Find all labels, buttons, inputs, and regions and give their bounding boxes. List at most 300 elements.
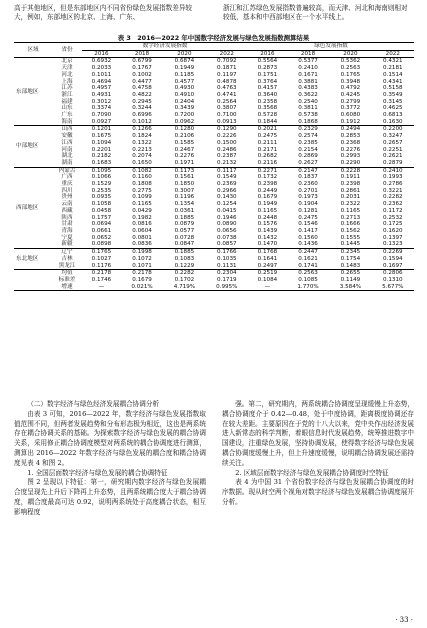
value-cell: 0.2369 — [217, 181, 237, 188]
table-row — [14, 126, 414, 133]
summary-value: 0.2304 — [206, 270, 248, 277]
value-cell: 0.2799 — [340, 98, 361, 105]
header-digital: 数字经济发展指数 — [82, 43, 248, 51]
value-cell: 0.3007 — [174, 187, 195, 194]
summary-label: 增速 — [52, 284, 82, 291]
value-cell: 0.1397 — [383, 234, 403, 241]
province-cell: 内蒙古 — [52, 167, 82, 174]
value-cell: 0.0935 — [91, 194, 112, 201]
value-cell: 0.1083 — [174, 255, 195, 262]
value-cell: 0.2251 — [383, 146, 403, 153]
value-cell: 0.2362 — [383, 201, 403, 208]
value-cell: 0.2447 — [287, 249, 329, 256]
province-cell: 西藏 — [61, 207, 73, 214]
header-year: 2018 — [121, 50, 163, 58]
value-cell: 0.1946 — [217, 214, 237, 221]
summary-value: 0.2282 — [163, 270, 205, 277]
value-cell: 0.5158 — [383, 85, 403, 92]
summary-value: 5.677% — [372, 284, 414, 291]
summary-value: 0.1679 — [132, 276, 152, 283]
value-cell: 0.0577 — [174, 227, 195, 234]
body-paragraph: 1. 全国层面数字经济与绿色发展的耦合协调特征 — [27, 468, 168, 477]
value-cell: 0.2201 — [91, 146, 112, 153]
summary-value: — — [248, 284, 287, 291]
value-cell: 0.1562 — [340, 227, 361, 234]
value-cell: 0.2111 — [257, 139, 278, 146]
province-cell: 重庆 — [61, 181, 73, 188]
value-cell: 0.1012 — [132, 118, 152, 125]
value-cell: 0.3764 — [257, 78, 278, 85]
value-cell: 0.1095 — [82, 167, 121, 174]
summary-label: 均值 — [52, 270, 82, 277]
header-year: 2022 — [206, 50, 248, 58]
value-cell: 0.2486 — [217, 146, 237, 153]
value-cell: 0.1417 — [298, 227, 318, 234]
value-cell: 0.1196 — [174, 194, 195, 201]
summary-value: 0.1719 — [217, 276, 237, 283]
value-cell: 0.2276 — [340, 146, 361, 153]
table-row — [14, 160, 414, 167]
value-cell: 0.1470 — [257, 241, 278, 248]
value-cell: 0.1011 — [91, 71, 112, 78]
table-row — [14, 235, 414, 242]
value-cell: 0.0661 — [91, 227, 112, 234]
value-cell: 0.3568 — [257, 105, 278, 112]
value-cell: 0.4625 — [383, 105, 403, 112]
body-paragraph: 表 4 为中国 31 个省份数字经济与绿色发展耦合协调度的时序数据。现从时空两个视角对数字经济与绿色发展耦合协调度展开分析。 — [222, 478, 414, 506]
value-cell: 0.1824 — [132, 133, 152, 140]
value-cell: 0.2563 — [340, 65, 361, 72]
value-cell: 0.4477 — [132, 78, 152, 85]
value-cell: 0.3244 — [132, 105, 152, 112]
value-cell: 0.3881 — [298, 78, 318, 85]
table-row — [14, 92, 414, 99]
value-cell: 0.1094 — [91, 139, 112, 146]
value-cell: 0.2021 — [248, 126, 287, 133]
table-row — [14, 208, 414, 215]
value-cell: 0.2701 — [298, 187, 318, 194]
value-cell: 0.1725 — [383, 221, 403, 228]
value-cell: 0.1066 — [91, 174, 112, 181]
summary-value: 0.1310 — [383, 276, 403, 283]
value-cell: 0.1266 — [121, 126, 163, 133]
value-cell: 0.1911 — [340, 174, 361, 181]
value-cell: 0.1560 — [298, 234, 318, 241]
value-cell: 0.7092 — [206, 58, 248, 65]
value-cell: 0.2627 — [298, 159, 318, 166]
value-cell: 0.1871 — [217, 65, 237, 72]
value-cell: 0.0429 — [132, 207, 152, 214]
table-row — [14, 79, 414, 86]
value-cell: 0.2290 — [340, 159, 361, 166]
value-cell: 0.4694 — [91, 78, 112, 85]
value-cell: 0.1322 — [132, 139, 152, 146]
value-cell: 0.4741 — [217, 91, 237, 98]
value-cell: 0.2532 — [383, 214, 403, 221]
summary-value: 0.1085 — [298, 276, 318, 283]
region-cell: 中部地区 — [14, 126, 52, 167]
value-cell: 0.1885 — [174, 214, 195, 221]
value-cell: 0.0890 — [217, 221, 237, 228]
value-cell: 0.6996 — [132, 112, 152, 119]
value-cell: 0.5362 — [329, 58, 371, 65]
value-cell: 0.2200 — [372, 126, 414, 133]
value-cell: 0.1666 — [340, 221, 361, 228]
value-cell: 0.3807 — [217, 105, 237, 112]
value-cell: 0.0728 — [174, 234, 195, 241]
value-cell: 0.3374 — [91, 105, 112, 112]
value-cell: 0.5377 — [287, 58, 329, 65]
table-row — [14, 105, 414, 112]
value-cell: 0.3012 — [91, 98, 112, 105]
value-cell: 0.2993 — [340, 153, 361, 160]
value-cell: 0.3811 — [298, 105, 318, 112]
value-cell: 0.2345 — [329, 249, 371, 256]
value-cell: 0.1751 — [257, 71, 278, 78]
value-cell: 0.0927 — [91, 118, 112, 125]
value-cell: 0.1868 — [298, 118, 318, 125]
value-cell: 0.1765 — [340, 71, 361, 78]
value-cell: 0.4910 — [174, 91, 195, 98]
value-cell: 0.3145 — [383, 98, 403, 105]
table-row — [14, 256, 414, 263]
value-cell: 0.1679 — [257, 194, 278, 201]
value-cell: 0.4931 — [91, 91, 112, 98]
summary-value: 1.770% — [287, 284, 329, 291]
value-cell: 0.1546 — [298, 221, 318, 228]
province-cell: 广西 — [61, 174, 73, 181]
header-year: 2016 — [82, 50, 121, 58]
value-cell: 0.4822 — [132, 91, 152, 98]
value-cell: 0.1514 — [383, 71, 403, 78]
header-year: 2016 — [248, 50, 287, 58]
body-left-column — [14, 400, 206, 518]
summary-value: 0.2563 — [287, 270, 329, 277]
value-cell: 0.1561 — [174, 174, 195, 181]
table-row — [14, 147, 414, 154]
table-row — [14, 174, 414, 181]
table-row — [14, 72, 414, 79]
region-cell: 东北地区 — [14, 249, 52, 270]
value-cell: 0.1002 — [132, 71, 152, 78]
summary-value: 0.2519 — [248, 270, 287, 277]
value-cell: 0.1973 — [298, 194, 318, 201]
value-cell: 0.4930 — [174, 85, 195, 92]
value-cell: 0.1594 — [383, 255, 403, 262]
summary-value: 0.1702 — [174, 276, 195, 283]
value-cell: 0.2467 — [174, 146, 195, 153]
value-cell: 0.1185 — [174, 71, 195, 78]
value-cell: 0.5728 — [257, 112, 278, 119]
value-cell: 0.1585 — [174, 139, 195, 146]
table-row — [14, 112, 414, 119]
value-cell: 0.4577 — [174, 78, 195, 85]
table-row — [14, 188, 414, 195]
value-cell: 0.2360 — [298, 181, 318, 188]
value-cell: 0.3640 — [257, 91, 278, 98]
value-cell: 0.0913 — [217, 118, 237, 125]
body-paragraph: 2. 区域层面数字经济与绿色发展耦合协调度时空特征 — [235, 468, 389, 477]
value-cell: 0.1445 — [340, 241, 361, 248]
value-cell: 0.2449 — [257, 187, 278, 194]
value-cell: 0.1280 — [163, 126, 205, 133]
value-cell: 0.2574 — [298, 133, 318, 140]
value-cell: 0.4383 — [298, 85, 318, 92]
province-cell: 河北 — [61, 71, 73, 78]
region-cell: 西部地区 — [14, 167, 52, 248]
value-cell: 0.1436 — [298, 241, 318, 248]
value-cell: 0.2410 — [298, 65, 318, 72]
value-cell: 0.3622 — [298, 91, 318, 98]
value-cell: 0.1765 — [82, 249, 121, 256]
value-cell: 0.1165 — [257, 207, 278, 214]
value-cell: 0.2031 — [340, 194, 361, 201]
table-row — [14, 85, 414, 92]
value-cell: 0.2116 — [257, 159, 278, 166]
value-cell: 0.4957 — [91, 85, 112, 92]
header-region: 区域 — [14, 43, 52, 58]
value-cell: 0.1993 — [383, 174, 403, 181]
value-cell: 0.1741 — [298, 262, 318, 269]
province-cell: 云南 — [61, 201, 73, 208]
value-cell: 0.1529 — [91, 181, 112, 188]
value-cell: 0.6799 — [121, 58, 163, 65]
value-cell: 0.2564 — [217, 98, 237, 105]
value-cell: 0.4341 — [383, 78, 403, 85]
value-cell: 0.1439 — [257, 227, 278, 234]
value-cell: 0.4763 — [217, 85, 237, 92]
value-cell: 0.0458 — [91, 207, 112, 214]
province-cell: 吉林 — [61, 255, 73, 262]
value-cell: 0.2282 — [383, 194, 403, 201]
province-cell: 上海 — [61, 78, 73, 85]
value-cell: 0.1555 — [340, 234, 361, 241]
value-cell: 0.2398 — [257, 181, 278, 188]
value-cell: 0.0816 — [132, 221, 152, 228]
value-cell: 0.1904 — [298, 201, 318, 208]
province-cell: 四川 — [61, 187, 73, 194]
header-year: 2018 — [287, 50, 329, 58]
table-row — [14, 153, 414, 160]
body-paragraph: 强。第二，研究期内，两系统耦合协调度呈现缓慢上升态势，耦合协调度介于 0.42—0.48，处于中度协调，距离极度协调还存在较大差距。主要原因在于党的十八大以来，党中央作出经济发展进入新常态的科学判断，着眼信息时代发展趋势，统筹推进数字中国建设，注重绿色发展，坚持协调发展，使得数字经济与绿色发展耦合协调度缓慢上升，但上升速度缓慢，说明耦合协调发展还需持续关注。 — [222, 400, 414, 467]
value-cell: 0.2181 — [383, 65, 403, 72]
value-cell: 0.3439 — [174, 105, 195, 112]
value-cell: 0.1254 — [217, 201, 237, 208]
value-cell: 0.1949 — [257, 201, 278, 208]
value-cell: 0.2475 — [257, 133, 278, 140]
value-cell: 0.1354 — [174, 201, 195, 208]
value-cell: 0.2387 — [217, 153, 237, 160]
top-text-right: 浙江和江苏绿色发展指数普遍较高，而天津、河北和海南则相对较低，基本和中西部地区在一个水平线上。 — [223, 4, 408, 22]
value-cell: 0.0847 — [174, 241, 195, 248]
value-cell: 0.4245 — [340, 91, 361, 98]
value-cell: 0.7090 — [91, 112, 112, 119]
province-cell: 福建 — [61, 98, 73, 105]
value-cell: 0.1165 — [340, 207, 361, 214]
value-cell: 0.1757 — [91, 214, 112, 221]
header-green: 绿色发展指数 — [248, 43, 414, 51]
value-cell: 0.2713 — [340, 214, 361, 221]
value-cell: 0.7100 — [217, 112, 237, 119]
province-cell: 安徽 — [61, 133, 73, 140]
header-year: 2022 — [372, 50, 414, 58]
value-cell: 0.2276 — [174, 153, 195, 160]
value-cell: 0.1971 — [174, 159, 195, 166]
value-cell: 0.1072 — [132, 255, 152, 262]
summary-value: 3.584% — [329, 284, 371, 291]
value-cell: 0.2226 — [217, 133, 237, 140]
province-cell: 青海 — [61, 227, 73, 234]
table-row — [14, 181, 414, 188]
body-right-column — [222, 400, 414, 508]
body-paragraph: （二）数字经济与绿色经济发展耦合协调分析 — [27, 400, 160, 408]
value-cell: 0.2154 — [298, 146, 318, 153]
province-cell: 广东 — [61, 112, 73, 119]
value-cell: 0.0604 — [132, 227, 152, 234]
table-row — [14, 119, 414, 126]
region-cell: 东部地区 — [14, 58, 52, 126]
value-cell: 0.1808 — [132, 181, 152, 188]
value-cell: 0.2861 — [340, 187, 361, 194]
index-table — [14, 42, 414, 291]
body-paragraph: 图 2 呈现以下特征：第一，研究期内数字经济与绿色发展耦合度呈现先上升后下降再上升态势，且两系统耦合度大于耦合协调度，耦合度最高可达 0.92，说明两系统处于高度耦合状态，相互影响程度 — [14, 478, 206, 516]
province-cell: 河南 — [61, 146, 73, 153]
value-cell: 0.1885 — [163, 249, 205, 256]
table-row — [14, 140, 414, 147]
value-cell: 0.2657 — [383, 139, 403, 146]
summary-value: 0.2178 — [121, 270, 163, 277]
value-cell: 0.3948 — [340, 78, 361, 85]
table-row — [14, 167, 414, 174]
value-cell: 0.2945 — [132, 98, 152, 105]
value-cell: 0.1432 — [257, 234, 278, 241]
body-paragraph: 由表 3 可知，2016—2022 年，数字经济与绿色发展指数取值范围不同，但两者发展趋势和分布形态极为相近，这也是两系统存在耦合协调关系的基础。为探索数字经济与绿色发展的耦合协调关系，采用修正耦合协调度模型对两系统的耦合协调度进行测算，测算出 2016—2022 年数字经济与绿色发展的耦合度和耦合协调度见表 4 和图 2。 — [14, 409, 206, 467]
value-cell: 0.0656 — [217, 227, 237, 234]
province-cell: 天津 — [61, 65, 73, 72]
value-cell: 0.1430 — [217, 194, 237, 201]
value-cell: 0.1732 — [257, 174, 278, 181]
value-cell: 0.1027 — [91, 255, 112, 262]
value-cell: 0.2171 — [257, 146, 278, 153]
value-cell: 0.2475 — [298, 214, 318, 221]
value-cell: 0.1549 — [217, 174, 237, 181]
value-cell: 0.2358 — [257, 98, 278, 105]
value-cell: 0.1650 — [132, 159, 152, 166]
value-cell: 0.6813 — [383, 112, 403, 119]
value-cell: 0.0898 — [91, 241, 112, 248]
table-row — [14, 228, 414, 235]
province-cell: 北京 — [52, 58, 82, 65]
value-cell: 0.7200 — [174, 112, 195, 119]
value-cell: 0.2775 — [132, 187, 152, 194]
value-cell: 0.1630 — [383, 118, 403, 125]
value-cell: 0.1201 — [82, 126, 121, 133]
value-cell: 0.2213 — [132, 146, 152, 153]
value-cell: 0.2182 — [91, 153, 112, 160]
value-cell: 0.2269 — [372, 249, 414, 256]
table-row — [14, 99, 414, 106]
value-cell: 0.2621 — [383, 153, 403, 160]
value-cell: 0.1281 — [298, 207, 318, 214]
province-cell: 甘肃 — [61, 221, 73, 228]
value-cell: 0.3247 — [383, 133, 403, 140]
value-cell: 0.1131 — [217, 262, 237, 269]
value-cell: 0.0652 — [91, 234, 112, 241]
value-cell: 0.1173 — [163, 167, 205, 174]
province-cell: 辽宁 — [52, 249, 82, 256]
table-body — [14, 58, 414, 291]
value-cell: 0.1621 — [298, 255, 318, 262]
value-cell: 0.1160 — [132, 174, 152, 181]
value-cell: 0.0836 — [132, 241, 152, 248]
value-cell: 0.0738 — [217, 234, 237, 241]
value-cell: 0.4878 — [217, 78, 237, 85]
value-cell: 0.2497 — [257, 262, 278, 269]
value-cell: 0.2786 — [383, 181, 403, 188]
value-cell: 0.2271 — [248, 167, 287, 174]
table-row — [14, 133, 414, 140]
value-cell: 0.1323 — [383, 241, 403, 248]
province-cell: 海南 — [61, 118, 73, 125]
value-cell: 0.2966 — [217, 187, 237, 194]
value-cell: 0.0694 — [91, 221, 112, 228]
table-row — [14, 241, 414, 248]
value-cell: 0.2322 — [340, 201, 361, 208]
value-cell: 0.1982 — [132, 214, 152, 221]
value-cell: 0.4792 — [340, 85, 361, 92]
value-cell: 0.0361 — [174, 207, 195, 214]
value-cell: 0.0857 — [217, 241, 237, 248]
value-cell: 0.2873 — [257, 65, 278, 72]
summary-label: 标准差 — [58, 276, 76, 283]
table-row — [14, 215, 414, 222]
value-cell: 0.1675 — [91, 133, 112, 140]
table-row — [14, 263, 414, 270]
value-cell: 0.2106 — [174, 133, 195, 140]
value-cell: 0.1912 — [340, 118, 361, 125]
value-cell: 0.1058 — [91, 201, 112, 208]
header-year: 2020 — [163, 50, 205, 58]
value-cell: 0.1671 — [298, 71, 318, 78]
value-cell: 0.1949 — [174, 65, 195, 72]
value-cell: 0.2132 — [217, 159, 237, 166]
value-cell: 0.1837 — [298, 174, 318, 181]
summary-value: 0.021% — [121, 284, 163, 291]
province-cell: 黑龙江 — [58, 262, 76, 269]
value-cell: 0.3221 — [383, 187, 403, 194]
value-cell: 0.2448 — [257, 214, 278, 221]
value-cell: 0.1071 — [132, 262, 152, 269]
value-cell: 0.2404 — [174, 98, 195, 105]
summary-row — [14, 277, 414, 284]
value-cell: 0.1035 — [217, 255, 237, 262]
value-cell: 0.2147 — [287, 167, 329, 174]
value-cell: 0.1768 — [248, 249, 287, 256]
value-cell: 0.1197 — [217, 71, 237, 78]
summary-row — [14, 270, 414, 277]
value-cell: 0.1850 — [174, 181, 195, 188]
province-cell: 湖南 — [61, 159, 73, 166]
value-cell: 0.1117 — [206, 167, 248, 174]
value-cell: 0.1576 — [257, 221, 278, 228]
value-cell: 0.1767 — [132, 65, 152, 72]
blank-cell — [14, 277, 52, 284]
summary-value: 0.2806 — [372, 270, 414, 277]
value-cell: 0.5738 — [298, 112, 318, 119]
blank-cell — [14, 270, 52, 277]
value-cell: 0.2853 — [340, 133, 361, 140]
province-cell: 陕西 — [61, 214, 73, 221]
